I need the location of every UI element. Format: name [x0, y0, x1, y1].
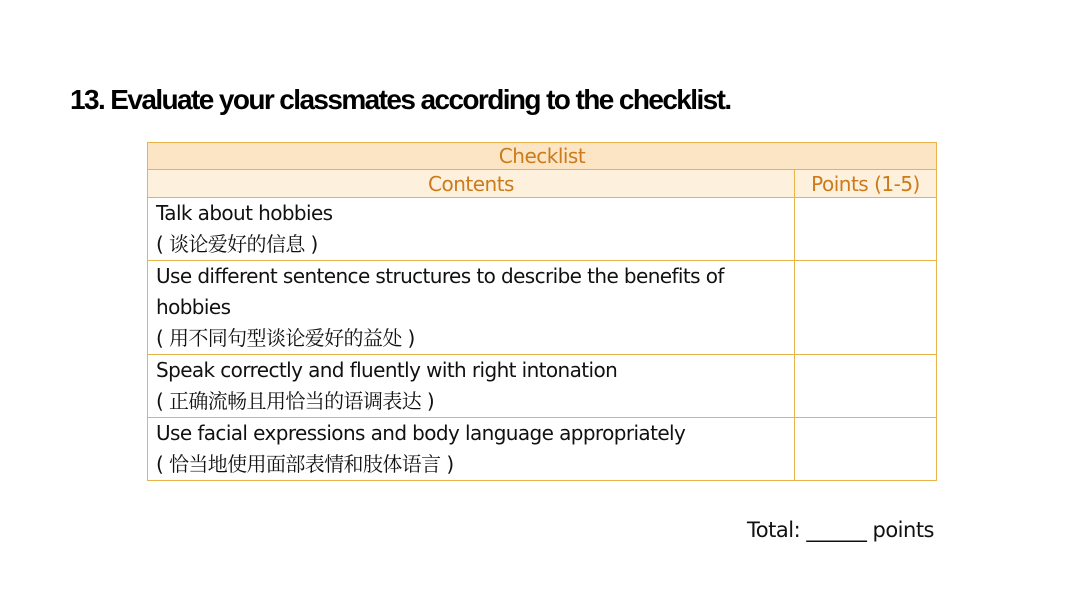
total-points: Total: ______ points [747, 518, 934, 542]
criterion-cell [148, 198, 795, 261]
criterion-chinese: ( 正确流畅且用恰当的语调表达 ) [156, 389, 435, 413]
column-header-points: Points (1-5) [795, 170, 937, 198]
table-row [148, 198, 937, 261]
criterion-english: Speak correctly and fluently with right intonation [156, 358, 618, 382]
table-row [148, 418, 937, 481]
criterion-english: Use different sentence structures to describe the benefits of hobbies [156, 264, 724, 319]
criterion-chinese: ( 谈论爱好的信息 ) [156, 232, 318, 256]
points-input-cell[interactable] [795, 198, 937, 261]
criterion-chinese: ( 用不同句型谈论爱好的益处 ) [156, 326, 415, 350]
checklist-table [147, 142, 937, 481]
column-header-contents: Contents [148, 170, 795, 198]
criterion-english: Use facial expressions and body language appropriately [156, 421, 686, 445]
criterion-cell [148, 418, 795, 481]
criterion-cell [148, 355, 795, 418]
criterion-english: Talk about hobbies [156, 201, 333, 225]
points-input-cell[interactable] [795, 261, 937, 355]
points-input-cell[interactable] [795, 418, 937, 481]
table-row [148, 261, 937, 355]
table-row [148, 355, 937, 418]
checklist-title: Checklist [148, 143, 937, 170]
criterion-chinese: ( 恰当地使用面部表情和肢体语言 ) [156, 452, 454, 476]
criterion-cell [148, 261, 795, 355]
page-title: 13. Evaluate your classmates according to the checklist. [70, 84, 731, 115]
points-input-cell[interactable] [795, 355, 937, 418]
